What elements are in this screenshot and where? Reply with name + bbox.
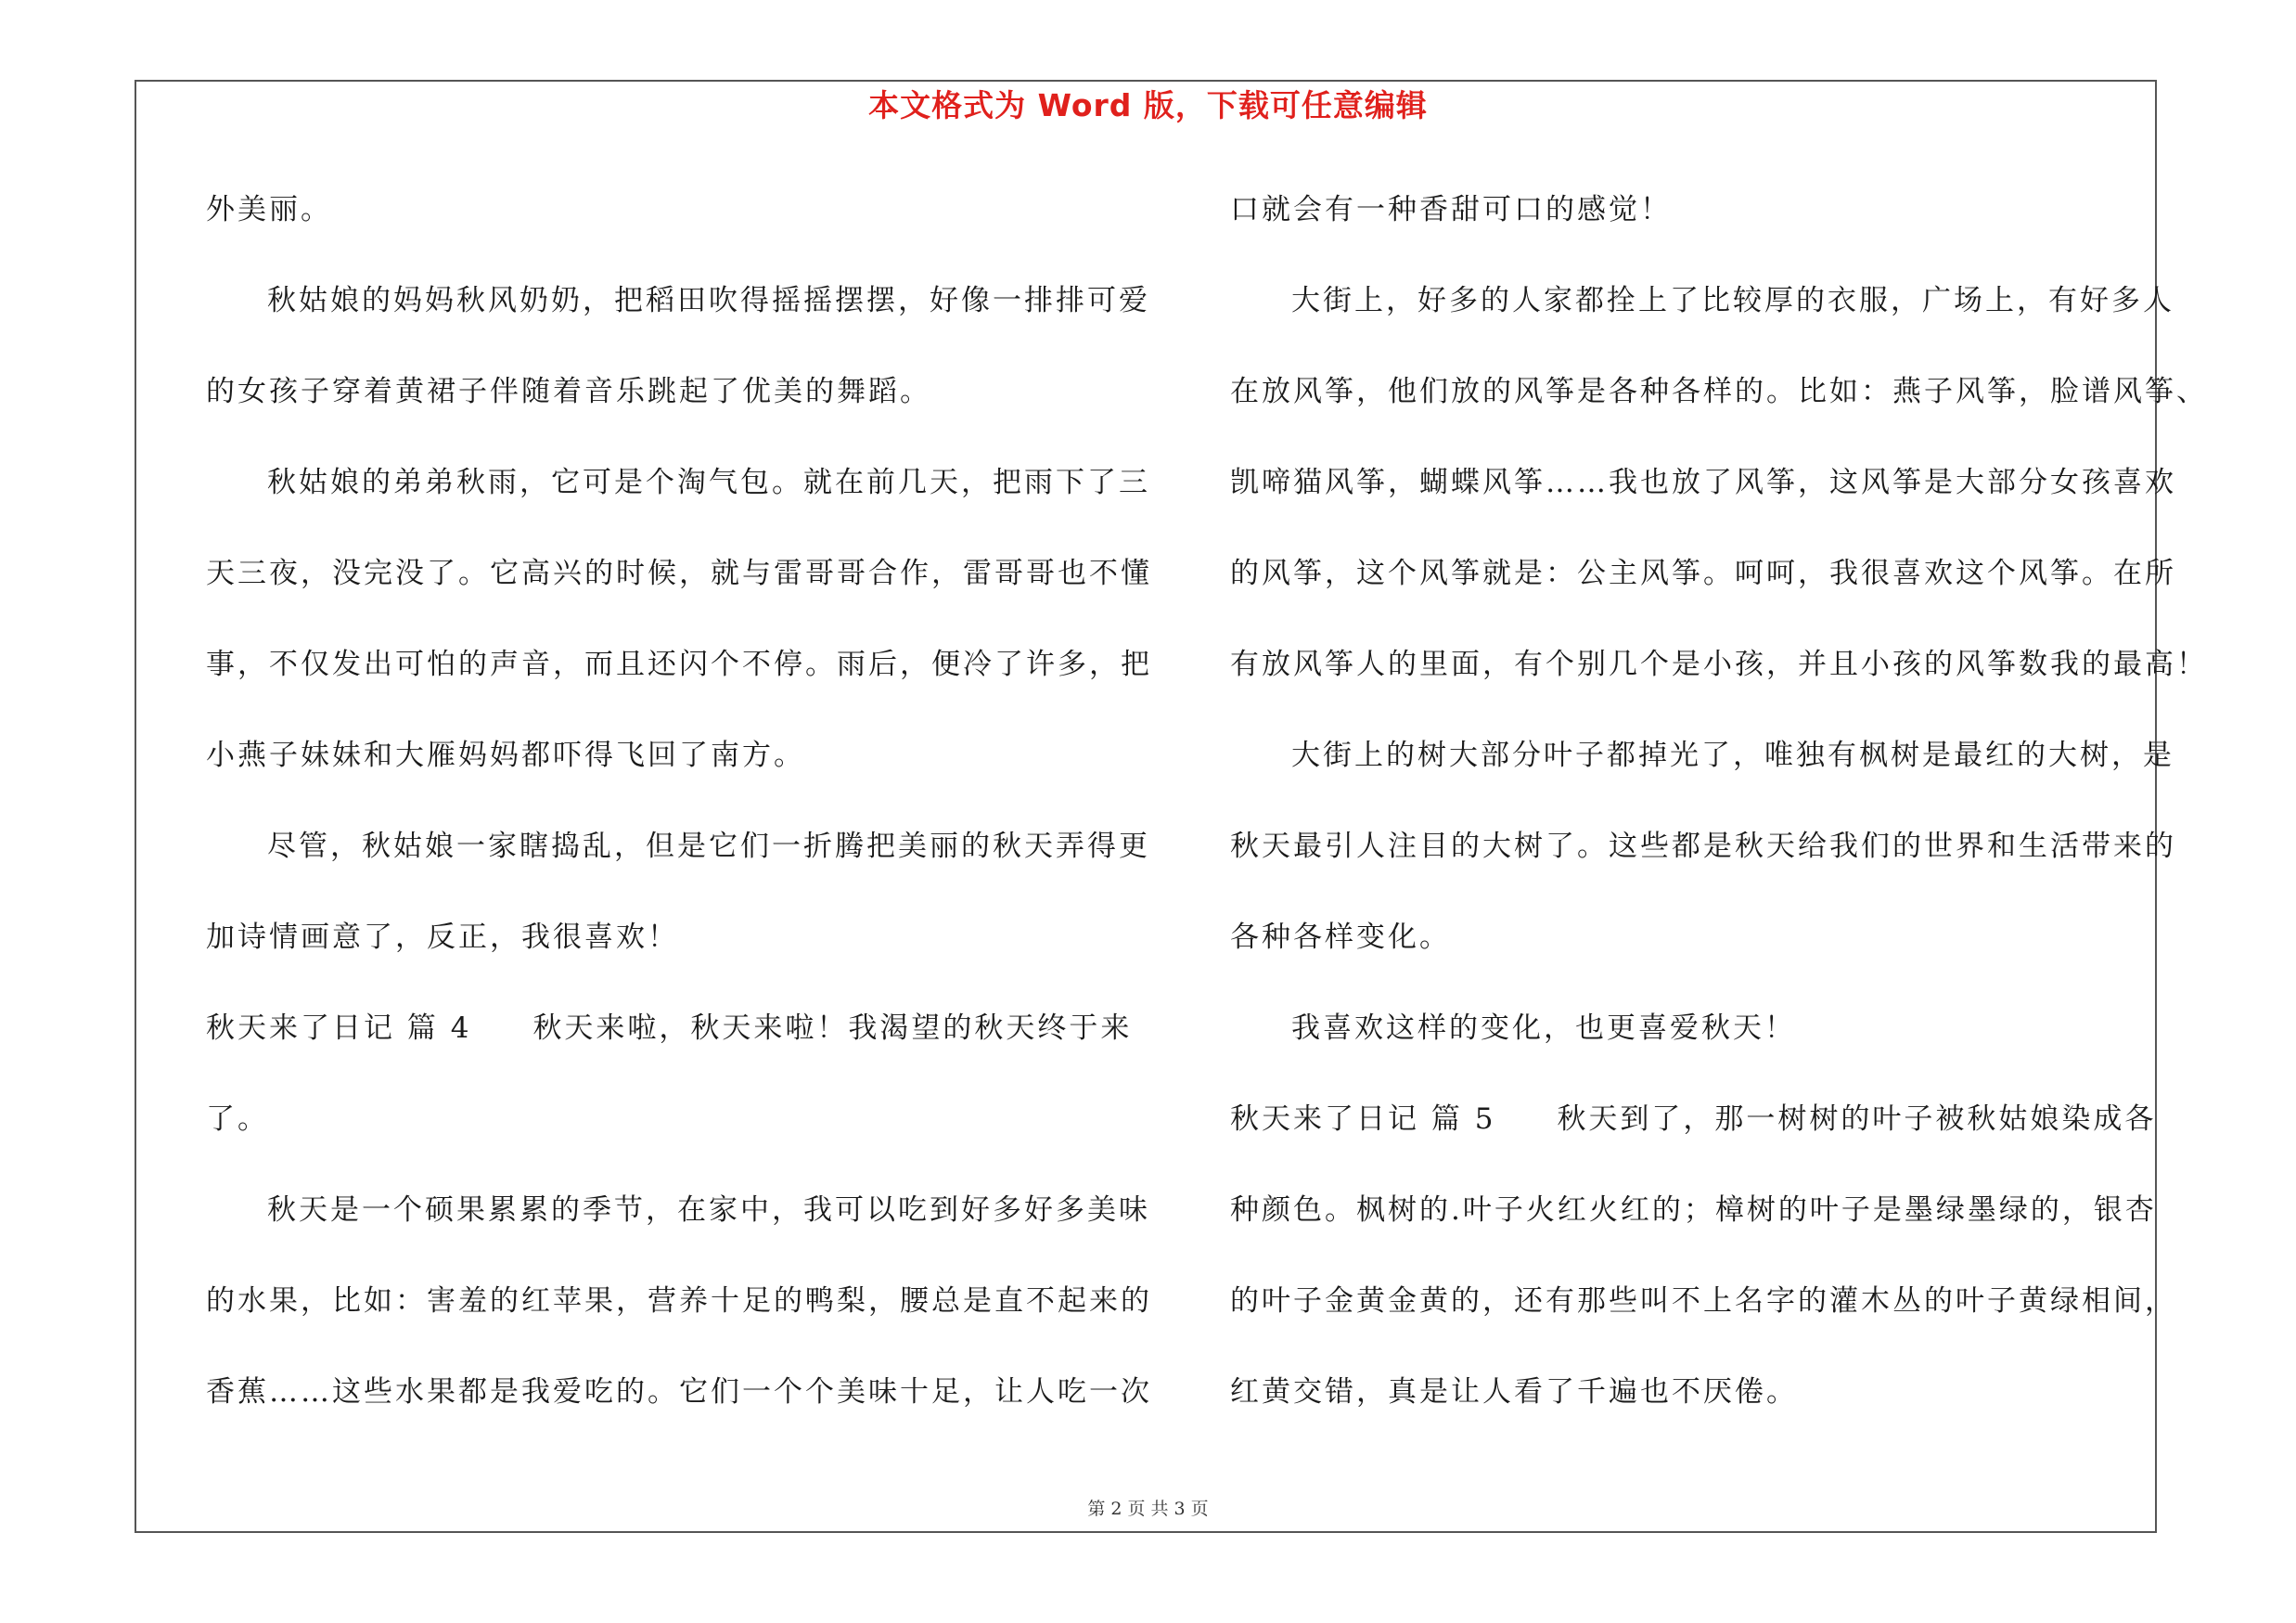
text-line: 我喜欢这样的变化，也更喜爱秋天！: [1291, 1011, 1796, 1045]
text-line: 事，不仅发出可怕的声音，而且还闪个不停。雨后，便冷了许多，把: [206, 648, 1152, 681]
text-line: 的水果，比如：害羞的红苹果，营养十足的鸭梨，腰总是直不起来的: [206, 1284, 1152, 1318]
page-footer: 第 2 页 共 3 页: [1087, 1499, 1209, 1519]
section-heading-5: [1230, 1091, 2157, 1182]
text-line: 红黄交错，真是让人看了千遍也不厌倦。: [1230, 1375, 1798, 1409]
section-heading-4: [206, 1000, 1133, 1091]
section-first-line: 秋天到了，那一树树的叶子被秋姑娘染成各: [1557, 1102, 2157, 1136]
text-line: 秋姑娘的弟弟秋雨，它可是个淘气包。就在前几天，把雨下了三: [267, 466, 1150, 499]
text-line: 尽管，秋姑娘一家瞎捣乱，但是它们一折腾把美丽的秋天弄得更: [267, 830, 1150, 863]
text-line: 的风筝，这个风筝就是：公主风筝。呵呵，我很喜欢这个风筝。在所: [1230, 557, 2176, 590]
text-line: 凯啼猫风筝，蝴蝶风筝……我也放了风筝，这风筝是大部分女孩喜欢: [1230, 466, 2176, 499]
text-line: 口就会有一种香甜可口的感觉！: [1230, 193, 1672, 226]
text-line: 各种各样变化。: [1230, 921, 1451, 954]
text-line: 小燕子妹妹和大雁妈妈都吓得飞回了南方。: [206, 739, 805, 772]
text-line: 了。: [206, 1102, 269, 1136]
text-line: 加诗情画意了，反正，我很喜欢！: [206, 921, 679, 954]
text-line: 秋天最引人注目的大树了。这些都是秋天给我们的世界和生活带来的: [1230, 830, 2176, 863]
text-line: 在放风筝，他们放的风筝是各种各样的。比如：燕子风筝，脸谱风筝、: [1230, 375, 2208, 408]
left-column: [206, 182, 1152, 1455]
document-header: 本文格式为 Word 版，下载可任意编辑: [868, 87, 1428, 123]
text-line: 秋姑娘的妈妈秋风奶奶，把稻田吹得摇摇摆摆，好像一排排可爱: [267, 284, 1150, 317]
text-line: 有放风筝人的里面，有个别几个是小孩，并且小孩的风筝数我的最高！: [1230, 648, 2208, 681]
text-line: 大街上的树大部分叶子都掉光了，唯独有枫树是最红的大树，是: [1291, 739, 2174, 772]
text-line: 香蕉……这些水果都是我爱吃的。它们一个个美味十足，让人吃一次: [206, 1375, 1152, 1409]
section-first-line: 秋天来啦，秋天来啦！我渴望的秋天终于来: [532, 1011, 1133, 1045]
text-line: 的女孩子穿着黄裙子伴随着音乐跳起了优美的舞蹈。: [206, 375, 931, 408]
text-line: 种颜色。枫树的.叶子火红火红的；樟树的叶子是墨绿墨绿的，银杏: [1230, 1193, 2157, 1227]
right-column: [1230, 182, 2208, 1455]
text-line: 的叶子金黄金黄的，还有那些叫不上名字的灌木丛的叶子黄绿相间，: [1230, 1284, 2176, 1318]
text-line: 大街上，好多的人家都拴上了比较厚的衣服，广场上，有好多人: [1291, 284, 2174, 317]
section-title: 秋天来了日记 篇 5: [1230, 1102, 1496, 1136]
text-line: 秋天是一个硕果累累的季节，在家中，我可以吃到好多好多美味: [267, 1193, 1150, 1227]
text-line: 天三夜，没完没了。它高兴的时候，就与雷哥哥合作，雷哥哥也不懂: [206, 557, 1152, 590]
section-title: 秋天来了日记 篇 4: [206, 1011, 472, 1045]
text-line: 外美丽。: [206, 193, 332, 226]
